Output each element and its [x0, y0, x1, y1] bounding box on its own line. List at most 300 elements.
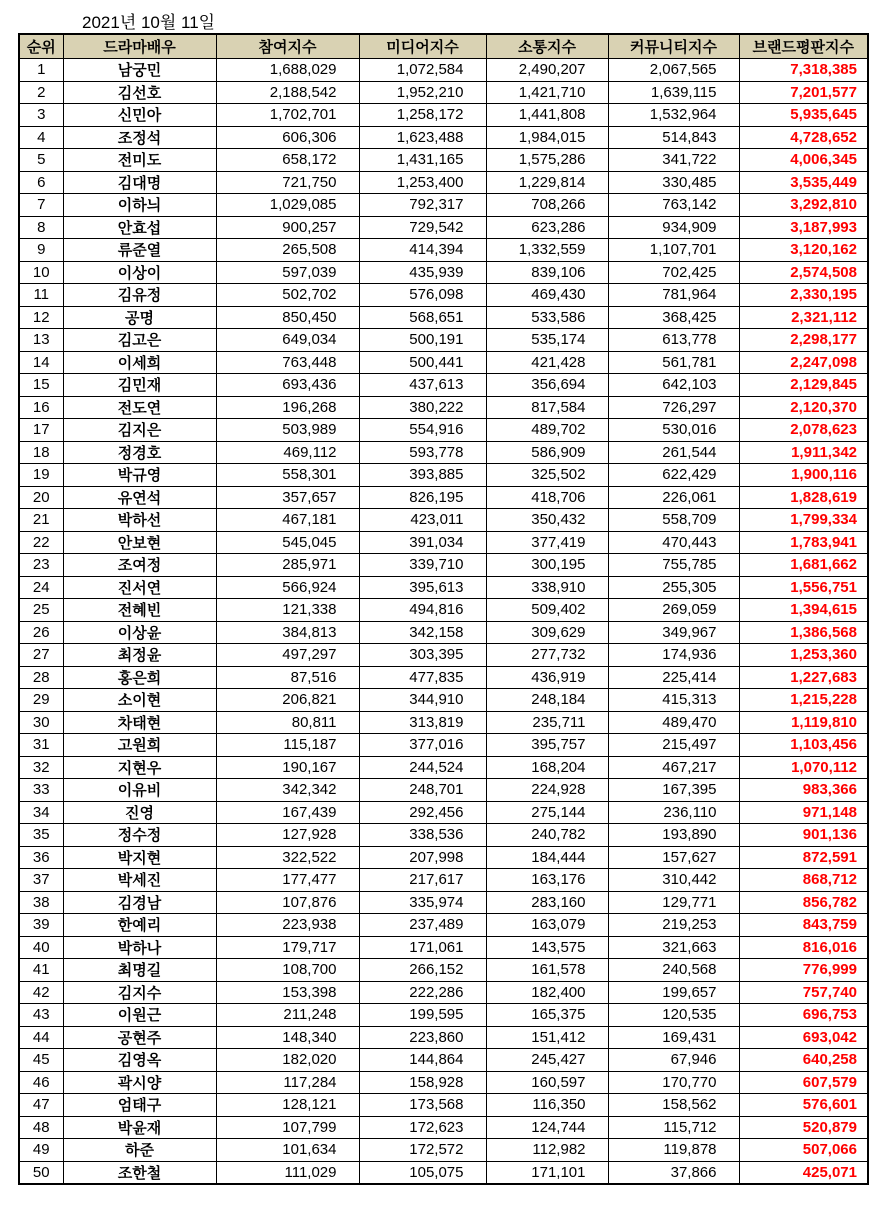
table-row [19, 531, 868, 554]
participation-index-cell: 87,516 [216, 666, 359, 689]
community-index-cell: 240,568 [608, 959, 739, 982]
brand-reputation-index-cell: 7,201,577 [739, 81, 868, 104]
media-index-cell: 380,222 [359, 396, 486, 419]
communication-index-cell: 418,706 [486, 486, 608, 509]
table-row [19, 284, 868, 307]
communication-index-cell: 1,332,559 [486, 239, 608, 262]
media-index-cell: 173,568 [359, 1094, 486, 1117]
actor-name-cell: 조여정 [63, 554, 216, 577]
community-index-cell: 558,709 [608, 509, 739, 532]
actor-name-cell: 최명길 [63, 959, 216, 982]
actor-name-cell: 하준 [63, 1139, 216, 1162]
brand-reputation-index-cell: 607,579 [739, 1071, 868, 1094]
participation-index-cell: 153,398 [216, 981, 359, 1004]
rank-cell: 32 [19, 756, 63, 779]
actor-name-cell: 이유비 [63, 779, 216, 802]
participation-index-cell: 121,338 [216, 599, 359, 622]
participation-index-cell: 502,702 [216, 284, 359, 307]
media-index-cell: 1,431,165 [359, 149, 486, 172]
rank-cell: 43 [19, 1004, 63, 1027]
media-index-cell: 172,572 [359, 1139, 486, 1162]
table-row [19, 869, 868, 892]
community-index-cell: 415,313 [608, 689, 739, 712]
table-row [19, 801, 868, 824]
brand-reputation-index-cell: 4,728,652 [739, 126, 868, 149]
rank-cell: 49 [19, 1139, 63, 1162]
rank-cell: 1 [19, 59, 63, 82]
community-index-cell: 726,297 [608, 396, 739, 419]
community-index-cell: 219,253 [608, 914, 739, 937]
communication-index-cell: 277,732 [486, 644, 608, 667]
actor-name-cell: 안효섭 [63, 216, 216, 239]
communication-index-cell: 275,144 [486, 801, 608, 824]
participation-index-cell: 606,306 [216, 126, 359, 149]
brand-reputation-index-cell: 696,753 [739, 1004, 868, 1027]
community-index-cell: 702,425 [608, 261, 739, 284]
community-index-cell: 642,103 [608, 374, 739, 397]
community-index-cell: 349,967 [608, 621, 739, 644]
actor-name-cell: 남궁민 [63, 59, 216, 82]
brand-reputation-index-cell: 2,129,845 [739, 374, 868, 397]
brand-reputation-index-cell: 843,759 [739, 914, 868, 937]
participation-index-cell: 111,029 [216, 1161, 359, 1184]
brand-reputation-index-cell: 1,911,342 [739, 441, 868, 464]
participation-index-cell: 693,436 [216, 374, 359, 397]
communication-index-cell: 184,444 [486, 846, 608, 869]
community-index-cell: 115,712 [608, 1116, 739, 1139]
rank-cell: 28 [19, 666, 63, 689]
rank-cell: 6 [19, 171, 63, 194]
media-index-cell: 1,072,584 [359, 59, 486, 82]
table-row [19, 149, 868, 172]
rank-cell: 42 [19, 981, 63, 1004]
community-index-cell: 467,217 [608, 756, 739, 779]
brand-reputation-index-cell: 1,681,662 [739, 554, 868, 577]
brand-reputation-index-cell: 520,879 [739, 1116, 868, 1139]
media-index-cell: 435,939 [359, 261, 486, 284]
actor-name-cell: 유연석 [63, 486, 216, 509]
actor-name-cell: 류준열 [63, 239, 216, 262]
brand-reputation-index-cell: 2,574,508 [739, 261, 868, 284]
brand-reputation-index-cell: 868,712 [739, 869, 868, 892]
column-header-rank: 순위 [19, 34, 63, 59]
community-index-cell: 763,142 [608, 194, 739, 217]
media-index-cell: 144,864 [359, 1049, 486, 1072]
participation-index-cell: 384,813 [216, 621, 359, 644]
participation-index-cell: 2,188,542 [216, 81, 359, 104]
communication-index-cell: 1,229,814 [486, 171, 608, 194]
communication-index-cell: 112,982 [486, 1139, 608, 1162]
media-index-cell: 391,034 [359, 531, 486, 554]
media-index-cell: 222,286 [359, 981, 486, 1004]
brand-reputation-index-cell: 757,740 [739, 981, 868, 1004]
brand-reputation-index-cell: 1,394,615 [739, 599, 868, 622]
brand-reputation-index-cell: 693,042 [739, 1026, 868, 1049]
communication-index-cell: 235,711 [486, 711, 608, 734]
community-index-cell: 215,497 [608, 734, 739, 757]
media-index-cell: 266,152 [359, 959, 486, 982]
actor-name-cell: 김대명 [63, 171, 216, 194]
rank-cell: 25 [19, 599, 63, 622]
brand-reputation-index-cell: 425,071 [739, 1161, 868, 1184]
participation-index-cell: 196,268 [216, 396, 359, 419]
media-index-cell: 344,910 [359, 689, 486, 712]
community-index-cell: 530,016 [608, 419, 739, 442]
table-row [19, 104, 868, 127]
participation-index-cell: 265,508 [216, 239, 359, 262]
media-index-cell: 500,441 [359, 351, 486, 374]
brand-reputation-index-cell: 2,298,177 [739, 329, 868, 352]
actor-name-cell: 조한철 [63, 1161, 216, 1184]
actor-name-cell: 진서연 [63, 576, 216, 599]
communication-index-cell: 160,597 [486, 1071, 608, 1094]
participation-index-cell: 285,971 [216, 554, 359, 577]
table-row [19, 306, 868, 329]
communication-index-cell: 356,694 [486, 374, 608, 397]
rank-cell: 31 [19, 734, 63, 757]
table-row [19, 1049, 868, 1072]
community-index-cell: 2,067,565 [608, 59, 739, 82]
actor-name-cell: 김지은 [63, 419, 216, 442]
participation-index-cell: 148,340 [216, 1026, 359, 1049]
actor-name-cell: 전혜빈 [63, 599, 216, 622]
communication-index-cell: 309,629 [486, 621, 608, 644]
actor-name-cell: 김지수 [63, 981, 216, 1004]
rank-cell: 36 [19, 846, 63, 869]
table-row [19, 846, 868, 869]
table-row [19, 779, 868, 802]
brand-reputation-index-cell: 1,103,456 [739, 734, 868, 757]
participation-index-cell: 108,700 [216, 959, 359, 982]
brand-reputation-index-cell: 1,070,112 [739, 756, 868, 779]
table-row [19, 351, 868, 374]
participation-index-cell: 566,924 [216, 576, 359, 599]
table-row [19, 666, 868, 689]
communication-index-cell: 377,419 [486, 531, 608, 554]
communication-index-cell: 509,402 [486, 599, 608, 622]
rank-cell: 4 [19, 126, 63, 149]
communication-index-cell: 161,578 [486, 959, 608, 982]
communication-index-cell: 163,079 [486, 914, 608, 937]
brand-reputation-index-cell: 4,006,345 [739, 149, 868, 172]
media-index-cell: 1,258,172 [359, 104, 486, 127]
participation-index-cell: 497,297 [216, 644, 359, 667]
community-index-cell: 341,722 [608, 149, 739, 172]
rank-cell: 33 [19, 779, 63, 802]
actor-name-cell: 안보현 [63, 531, 216, 554]
table-row [19, 981, 868, 1004]
participation-index-cell: 342,342 [216, 779, 359, 802]
media-index-cell: 223,860 [359, 1026, 486, 1049]
communication-index-cell: 168,204 [486, 756, 608, 779]
actor-name-cell: 이상이 [63, 261, 216, 284]
actor-name-cell: 고원희 [63, 734, 216, 757]
actor-name-cell: 정경호 [63, 441, 216, 464]
media-index-cell: 237,489 [359, 914, 486, 937]
rank-cell: 7 [19, 194, 63, 217]
community-index-cell: 330,485 [608, 171, 739, 194]
communication-index-cell: 489,702 [486, 419, 608, 442]
table-row [19, 171, 868, 194]
rank-cell: 47 [19, 1094, 63, 1117]
media-index-cell: 199,595 [359, 1004, 486, 1027]
rank-cell: 40 [19, 936, 63, 959]
media-index-cell: 393,885 [359, 464, 486, 487]
media-index-cell: 335,974 [359, 891, 486, 914]
community-index-cell: 321,663 [608, 936, 739, 959]
table-row [19, 1116, 868, 1139]
actor-name-cell: 정수정 [63, 824, 216, 847]
brand-reputation-index-cell: 640,258 [739, 1049, 868, 1072]
community-index-cell: 157,627 [608, 846, 739, 869]
communication-index-cell: 171,101 [486, 1161, 608, 1184]
actor-name-cell: 이원근 [63, 1004, 216, 1027]
media-index-cell: 568,651 [359, 306, 486, 329]
rank-cell: 21 [19, 509, 63, 532]
rank-cell: 9 [19, 239, 63, 262]
actor-name-cell: 박세진 [63, 869, 216, 892]
brand-reputation-index-cell: 3,535,449 [739, 171, 868, 194]
participation-index-cell: 649,034 [216, 329, 359, 352]
media-index-cell: 554,916 [359, 419, 486, 442]
table-row [19, 1094, 868, 1117]
rank-cell: 50 [19, 1161, 63, 1184]
actor-name-cell: 소이현 [63, 689, 216, 712]
actor-name-cell: 김경남 [63, 891, 216, 914]
communication-index-cell: 350,432 [486, 509, 608, 532]
brand-reputation-index-cell: 816,016 [739, 936, 868, 959]
communication-index-cell: 708,266 [486, 194, 608, 217]
table-row [19, 891, 868, 914]
communication-index-cell: 839,106 [486, 261, 608, 284]
actor-name-cell: 김영옥 [63, 1049, 216, 1072]
brand-reputation-index-cell: 3,292,810 [739, 194, 868, 217]
actor-name-cell: 박윤재 [63, 1116, 216, 1139]
media-index-cell: 500,191 [359, 329, 486, 352]
media-index-cell: 826,195 [359, 486, 486, 509]
communication-index-cell: 245,427 [486, 1049, 608, 1072]
media-index-cell: 1,952,210 [359, 81, 486, 104]
rank-cell: 15 [19, 374, 63, 397]
actor-name-cell: 최정윤 [63, 644, 216, 667]
table-row [19, 216, 868, 239]
table-row [19, 441, 868, 464]
table-row [19, 486, 868, 509]
community-index-cell: 169,431 [608, 1026, 739, 1049]
actor-name-cell: 이하늬 [63, 194, 216, 217]
table-row [19, 576, 868, 599]
rank-cell: 12 [19, 306, 63, 329]
community-index-cell: 514,843 [608, 126, 739, 149]
table-row [19, 509, 868, 532]
participation-index-cell: 127,928 [216, 824, 359, 847]
participation-index-cell: 503,989 [216, 419, 359, 442]
participation-index-cell: 658,172 [216, 149, 359, 172]
participation-index-cell: 128,121 [216, 1094, 359, 1117]
actor-name-cell: 엄태구 [63, 1094, 216, 1117]
participation-index-cell: 177,477 [216, 869, 359, 892]
communication-index-cell: 283,160 [486, 891, 608, 914]
participation-index-cell: 558,301 [216, 464, 359, 487]
brand-reputation-index-cell: 1,386,568 [739, 621, 868, 644]
communication-index-cell: 1,575,286 [486, 149, 608, 172]
rank-cell: 19 [19, 464, 63, 487]
media-index-cell: 395,613 [359, 576, 486, 599]
actor-name-cell: 차태현 [63, 711, 216, 734]
participation-index-cell: 190,167 [216, 756, 359, 779]
actor-name-cell: 김유정 [63, 284, 216, 307]
media-index-cell: 313,819 [359, 711, 486, 734]
actor-name-cell: 홍은희 [63, 666, 216, 689]
rank-cell: 27 [19, 644, 63, 667]
participation-index-cell: 107,876 [216, 891, 359, 914]
brand-reputation-index-cell: 2,078,623 [739, 419, 868, 442]
community-index-cell: 269,059 [608, 599, 739, 622]
table-row [19, 959, 868, 982]
rank-cell: 22 [19, 531, 63, 554]
table-row [19, 1071, 868, 1094]
rank-cell: 8 [19, 216, 63, 239]
communication-index-cell: 421,428 [486, 351, 608, 374]
participation-index-cell: 597,039 [216, 261, 359, 284]
media-index-cell: 494,816 [359, 599, 486, 622]
community-index-cell: 781,964 [608, 284, 739, 307]
table-row [19, 396, 868, 419]
community-index-cell: 199,657 [608, 981, 739, 1004]
brand-reputation-index-cell: 856,782 [739, 891, 868, 914]
table-row [19, 734, 868, 757]
media-index-cell: 477,835 [359, 666, 486, 689]
media-index-cell: 248,701 [359, 779, 486, 802]
participation-index-cell: 1,029,085 [216, 194, 359, 217]
community-index-cell: 613,778 [608, 329, 739, 352]
table-row [19, 239, 868, 262]
media-index-cell: 105,075 [359, 1161, 486, 1184]
brand-reputation-index-cell: 1,119,810 [739, 711, 868, 734]
column-header-brand-reputation-index: 브랜드평판지수 [739, 34, 868, 59]
participation-index-cell: 763,448 [216, 351, 359, 374]
rank-cell: 24 [19, 576, 63, 599]
participation-index-cell: 545,045 [216, 531, 359, 554]
participation-index-cell: 1,702,701 [216, 104, 359, 127]
media-index-cell: 1,253,400 [359, 171, 486, 194]
table-row [19, 126, 868, 149]
communication-index-cell: 2,490,207 [486, 59, 608, 82]
brand-reputation-index-cell: 1,828,619 [739, 486, 868, 509]
communication-index-cell: 469,430 [486, 284, 608, 307]
community-index-cell: 158,562 [608, 1094, 739, 1117]
communication-index-cell: 338,910 [486, 576, 608, 599]
brand-reputation-index-cell: 1,253,360 [739, 644, 868, 667]
communication-index-cell: 1,421,710 [486, 81, 608, 104]
rank-cell: 45 [19, 1049, 63, 1072]
table-row [19, 914, 868, 937]
communication-index-cell: 240,782 [486, 824, 608, 847]
participation-index-cell: 357,657 [216, 486, 359, 509]
table-row [19, 621, 868, 644]
community-index-cell: 236,110 [608, 801, 739, 824]
brand-reputation-index-cell: 983,366 [739, 779, 868, 802]
rank-cell: 10 [19, 261, 63, 284]
media-index-cell: 303,395 [359, 644, 486, 667]
rank-cell: 35 [19, 824, 63, 847]
media-index-cell: 342,158 [359, 621, 486, 644]
community-index-cell: 67,946 [608, 1049, 739, 1072]
communication-index-cell: 224,928 [486, 779, 608, 802]
column-header-participation-index: 참여지수 [216, 34, 359, 59]
brand-reputation-index-cell: 971,148 [739, 801, 868, 824]
participation-index-cell: 167,439 [216, 801, 359, 824]
rank-cell: 3 [19, 104, 63, 127]
column-header-media-index: 미디어지수 [359, 34, 486, 59]
communication-index-cell: 436,919 [486, 666, 608, 689]
community-index-cell: 255,305 [608, 576, 739, 599]
rank-cell: 14 [19, 351, 63, 374]
actor-name-cell: 김민재 [63, 374, 216, 397]
table-row [19, 374, 868, 397]
communication-index-cell: 116,350 [486, 1094, 608, 1117]
communication-index-cell: 533,586 [486, 306, 608, 329]
brand-reputation-index-cell: 7,318,385 [739, 59, 868, 82]
communication-index-cell: 1,441,808 [486, 104, 608, 127]
rank-cell: 17 [19, 419, 63, 442]
actor-name-cell: 지현우 [63, 756, 216, 779]
table-row [19, 419, 868, 442]
media-index-cell: 792,317 [359, 194, 486, 217]
communication-index-cell: 124,744 [486, 1116, 608, 1139]
media-index-cell: 172,623 [359, 1116, 486, 1139]
column-header-community-index: 커뮤니티지수 [608, 34, 739, 59]
actor-name-cell: 김선호 [63, 81, 216, 104]
actor-name-cell: 곽시양 [63, 1071, 216, 1094]
communication-index-cell: 535,174 [486, 329, 608, 352]
participation-index-cell: 223,938 [216, 914, 359, 937]
brand-reputation-index-cell: 901,136 [739, 824, 868, 847]
participation-index-cell: 211,248 [216, 1004, 359, 1027]
table-row [19, 824, 868, 847]
brand-reputation-index-cell: 1,799,334 [739, 509, 868, 532]
rank-cell: 37 [19, 869, 63, 892]
column-header-communication-index: 소통지수 [486, 34, 608, 59]
brand-reputation-index-cell: 1,215,228 [739, 689, 868, 712]
table-row [19, 194, 868, 217]
community-index-cell: 170,770 [608, 1071, 739, 1094]
media-index-cell: 576,098 [359, 284, 486, 307]
media-index-cell: 207,998 [359, 846, 486, 869]
actor-name-cell: 조정석 [63, 126, 216, 149]
table-header [19, 34, 868, 59]
community-index-cell: 310,442 [608, 869, 739, 892]
community-index-cell: 368,425 [608, 306, 739, 329]
participation-index-cell: 850,450 [216, 306, 359, 329]
media-index-cell: 414,394 [359, 239, 486, 262]
communication-index-cell: 182,400 [486, 981, 608, 1004]
rank-cell: 39 [19, 914, 63, 937]
community-index-cell: 622,429 [608, 464, 739, 487]
community-index-cell: 261,544 [608, 441, 739, 464]
community-index-cell: 174,936 [608, 644, 739, 667]
participation-index-cell: 469,112 [216, 441, 359, 464]
communication-index-cell: 623,286 [486, 216, 608, 239]
actor-name-cell: 박규영 [63, 464, 216, 487]
table-row [19, 599, 868, 622]
participation-index-cell: 900,257 [216, 216, 359, 239]
brand-reputation-index-cell: 1,900,116 [739, 464, 868, 487]
brand-reputation-index-cell: 2,321,112 [739, 306, 868, 329]
media-index-cell: 423,011 [359, 509, 486, 532]
community-index-cell: 119,878 [608, 1139, 739, 1162]
community-index-cell: 1,639,115 [608, 81, 739, 104]
